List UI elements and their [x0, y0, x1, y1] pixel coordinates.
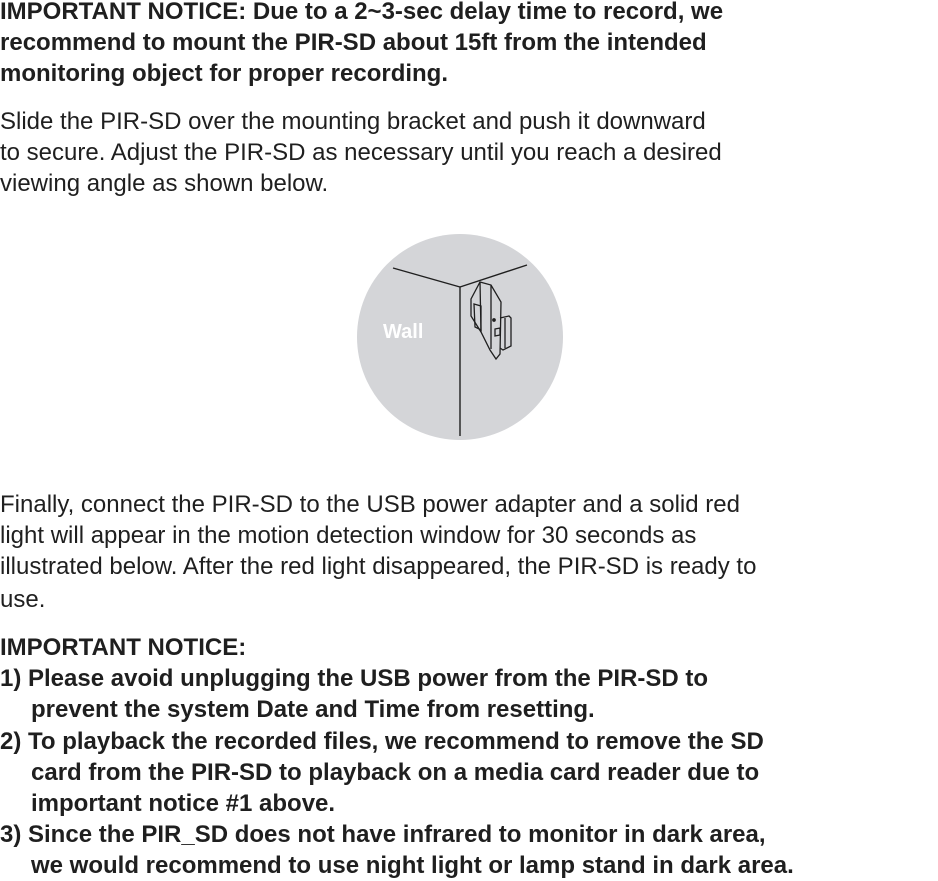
- power-line-2: light will appear in the motion detection window for 30 seconds as: [0, 522, 697, 549]
- notice2-item-2-line-1: 2) To playback the recorded files, we recommend to remove the SD: [0, 728, 764, 755]
- wall-label: Wall: [383, 321, 424, 343]
- notice2-heading: IMPORTANT NOTICE:: [0, 634, 247, 661]
- notice2-item-3-line-1: 3) Since the PIR_SD does not have infrared to monitor in dark area,: [0, 821, 766, 848]
- power-line-3: illustrated below. After the red light disappeared, the PIR-SD is ready to: [0, 553, 757, 580]
- power-line-4: use.: [0, 586, 46, 613]
- notice2-item-1-line-2: prevent the system Date and Time from resetting.: [31, 696, 595, 723]
- notice2-item-3-line-2: we would recommend to use night light or lamp stand in dark area.: [31, 852, 794, 879]
- mounting-line-3: viewing angle as shown below.: [0, 170, 329, 197]
- mounting-illustration: [355, 232, 567, 442]
- mounting-line-2: to secure. Adjust the PIR-SD as necessary until you reach a desired: [0, 139, 722, 166]
- notice1-line-3: monitoring object for proper recording.: [0, 60, 449, 87]
- notice1-line-2: recommend to mount the PIR-SD about 15ft from the intended: [0, 29, 707, 56]
- notice1-line-1: IMPORTANT NOTICE: Due to a 2~3-sec delay time to record, we: [0, 0, 724, 25]
- mounting-line-1: Slide the PIR-SD over the mounting bracket and push it downward: [0, 108, 706, 135]
- notice2-item-1-line-1: 1) Please avoid unplugging the USB power from the PIR-SD to: [0, 665, 709, 692]
- notice2-item-2-line-3: important notice #1 above.: [31, 790, 336, 817]
- notice2-item-2-line-2: card from the PIR-SD to playback on a media card reader due to: [31, 759, 760, 786]
- power-line-1: Finally, connect the PIR-SD to the USB power adapter and a solid red: [0, 491, 740, 518]
